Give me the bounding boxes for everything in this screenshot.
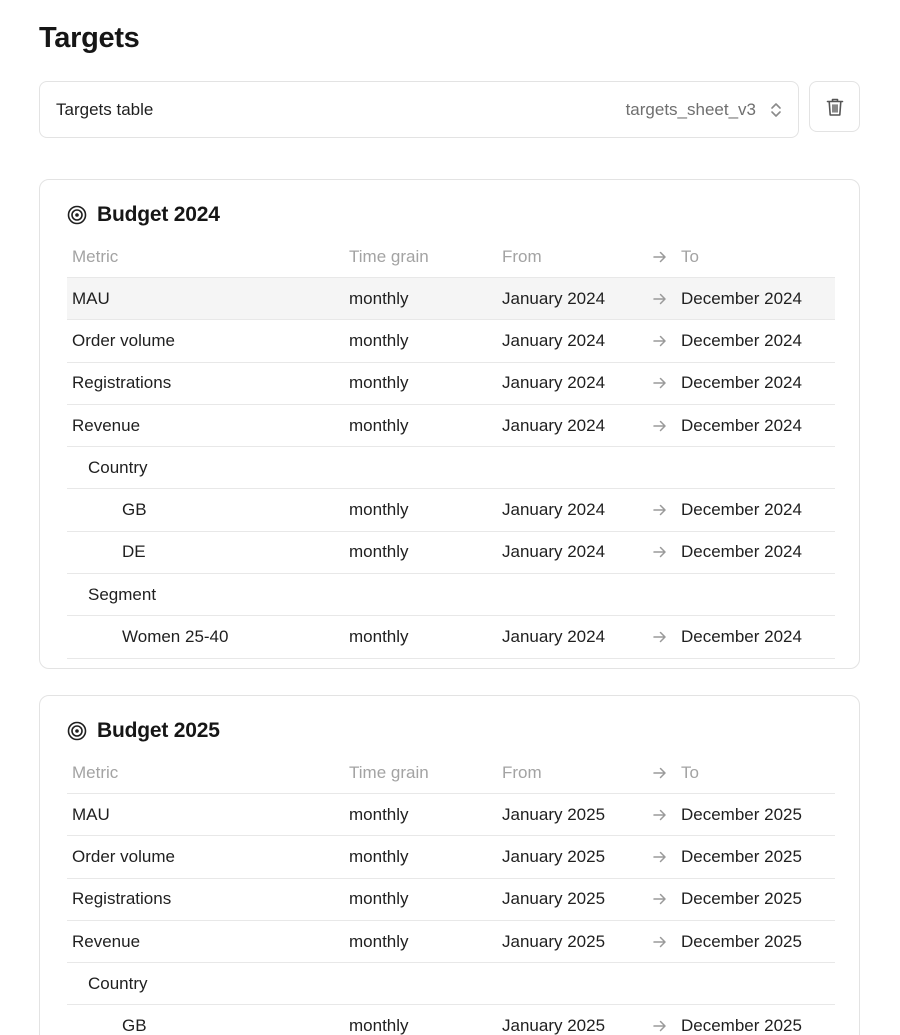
group-row [67,447,835,489]
metric-cell: DE [122,542,146,562]
to-cell: December 2024 [681,500,802,520]
to-cell: December 2025 [681,1016,802,1035]
table-row[interactable] [67,532,835,574]
column-header-metric: Metric [72,762,119,782]
time-grain-cell: monthly [349,373,409,393]
to-cell: December 2025 [681,931,802,951]
time-grain-cell: monthly [349,627,409,647]
table-row[interactable] [67,320,835,362]
budget-card-2025 [39,695,860,1035]
targets-table-select[interactable] [39,81,799,138]
table-row[interactable] [67,616,835,658]
metric-cell: GB [122,1016,147,1035]
table-row[interactable] [67,836,835,878]
card-title: Budget 2024 [97,203,220,226]
page-title: Targets [39,22,140,54]
targets-table [67,752,835,1035]
target-icon [67,721,87,741]
from-cell: January 2025 [502,1016,606,1035]
trash-icon [826,97,844,117]
time-grain-cell: monthly [349,288,409,308]
metric-cell: Segment [88,584,157,604]
arrow-right-icon [653,278,667,319]
from-cell: January 2025 [502,889,606,909]
column-header-metric: Metric [72,246,119,266]
column-header-from: From [502,762,542,782]
arrow-right-icon [653,489,667,530]
metric-cell: Country [88,973,148,993]
targets-table [67,236,835,659]
chevron-up-down-icon [770,101,782,119]
metric-cell: Registrations [72,373,172,393]
metric-cell: MAU [72,804,110,824]
time-grain-cell: monthly [349,846,409,866]
arrow-right-icon [653,405,667,446]
table-row[interactable] [67,489,835,531]
table-row[interactable] [67,921,835,963]
from-cell: January 2024 [502,627,606,647]
from-cell: January 2025 [502,931,606,951]
budget-card-2024 [39,179,860,669]
to-cell: December 2024 [681,330,802,350]
from-cell: January 2024 [502,542,606,562]
time-grain-cell: monthly [349,542,409,562]
metric-cell: Order volume [72,846,175,866]
from-cell: January 2025 [502,804,606,824]
metric-cell: Revenue [72,415,141,435]
table-row[interactable] [67,794,835,836]
to-cell: December 2025 [681,889,802,909]
arrow-right-icon [653,363,667,404]
to-cell: December 2024 [681,627,802,647]
time-grain-cell: monthly [349,931,409,951]
column-header-to: To [681,246,699,266]
targets-table-label: Targets table [56,99,154,119]
time-grain-cell: monthly [349,1016,409,1035]
time-grain-cell: monthly [349,889,409,909]
from-cell: January 2024 [502,288,606,308]
time-grain-cell: monthly [349,804,409,824]
card-header [67,202,220,228]
table-row[interactable] [67,1005,835,1035]
arrow-right-icon [653,236,667,277]
metric-cell: Order volume [72,330,175,350]
arrow-right-icon [653,836,667,877]
metric-cell: GB [122,500,147,520]
target-icon [67,205,87,225]
to-cell: December 2024 [681,373,802,393]
group-row [67,574,835,616]
to-cell: December 2024 [681,415,802,435]
arrow-right-icon [653,616,667,657]
arrow-right-icon [653,320,667,361]
metric-cell: Women 25-40 [122,627,229,647]
from-cell: January 2024 [502,415,606,435]
table-header-row [67,752,835,794]
time-grain-cell: monthly [349,415,409,435]
arrow-right-icon [653,794,667,835]
arrow-right-icon [653,1005,667,1035]
table-row[interactable] [67,879,835,921]
metric-cell: Registrations [72,889,172,909]
from-cell: January 2024 [502,330,606,350]
metric-cell: MAU [72,288,110,308]
from-cell: January 2024 [502,500,606,520]
column-header-from: From [502,246,542,266]
arrow-right-icon [653,921,667,962]
from-cell: January 2025 [502,846,606,866]
to-cell: December 2024 [681,542,802,562]
table-header-row [67,236,835,278]
to-cell: December 2025 [681,804,802,824]
column-header-time-grain: Time grain [349,246,429,266]
column-header-time-grain: Time grain [349,762,429,782]
group-row [67,963,835,1005]
targets-table-value: targets_sheet_v3 [625,99,756,119]
to-cell: December 2024 [681,288,802,308]
table-row[interactable] [67,363,835,405]
arrow-right-icon [653,532,667,573]
column-header-to: To [681,762,699,782]
metric-cell: Country [88,457,148,477]
time-grain-cell: monthly [349,500,409,520]
metric-cell: Revenue [72,931,141,951]
card-title: Budget 2025 [97,719,220,742]
table-row[interactable] [67,405,835,447]
from-cell: January 2024 [502,373,606,393]
delete-button[interactable] [809,81,860,132]
arrow-right-icon [653,879,667,920]
to-cell: December 2025 [681,846,802,866]
card-header [67,718,220,744]
table-row[interactable] [67,278,835,320]
time-grain-cell: monthly [349,330,409,350]
arrow-right-icon [653,752,667,793]
